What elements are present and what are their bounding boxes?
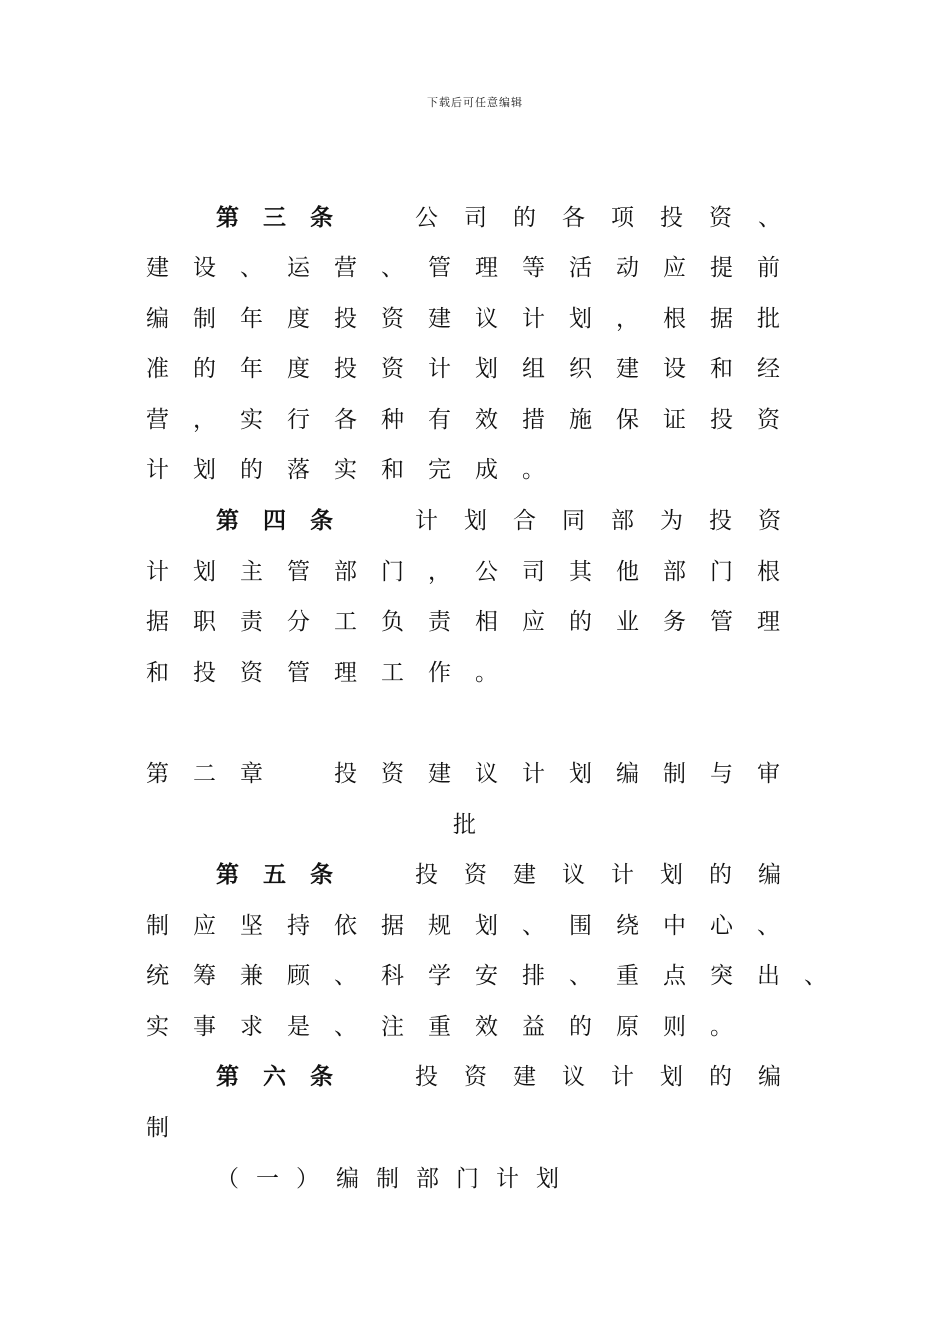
article-4-line-3: 据职责分工负责相应的业务管理 (146, 609, 804, 635)
article-6-line-2: 制 (146, 1115, 169, 1141)
article-4-line-1: 计划合同部为投资 (415, 508, 807, 534)
article-5-line-4: 实事求是、注重效益的原则。 (146, 1014, 757, 1040)
article-4-line (0, 555, 950, 589)
article-3-line (0, 453, 950, 487)
chapter-2-title-line-2: 批 (453, 812, 476, 838)
article-3-first-line (0, 201, 950, 235)
article-4-first-line (0, 504, 950, 538)
article-3-line (0, 251, 950, 285)
article-5-line (0, 909, 950, 943)
article-3-line (0, 302, 950, 336)
article-3-line-6: 计划的落实和完成。 (146, 457, 569, 483)
article-3-line (0, 352, 950, 386)
chapter-2-heading (0, 757, 950, 791)
article-3-line (0, 403, 950, 437)
subsection-1-heading (0, 1162, 950, 1196)
article-6-line (0, 1111, 950, 1145)
article-3-label: 第三条 (216, 204, 357, 231)
chapter-2-label: 第二章 (146, 761, 287, 787)
article-4-line-4: 和投资管理工作。 (146, 660, 522, 686)
article-4-line (0, 605, 950, 639)
article-3-line-4: 准的年度投资计划组织建设和经 (146, 356, 804, 382)
article-5-label: 第五条 (216, 861, 357, 888)
article-5-line (0, 1010, 950, 1044)
article-5-first-line (0, 858, 950, 892)
article-4-label: 第四条 (216, 507, 357, 534)
article-6-first-line (0, 1060, 950, 1094)
article-6-label: 第六条 (216, 1063, 357, 1090)
article-5-line-2: 制应坚持依据规划、围绕中心、 (146, 913, 804, 939)
article-5-line (0, 959, 950, 993)
page-header: 下载后可任意编辑 (427, 96, 523, 109)
chapter-2-heading-continued (0, 808, 950, 842)
article-4-line-2: 计划主管部门，公司其他部门根 (146, 559, 804, 585)
article-6-line-1: 投资建议计划的编 (415, 1064, 807, 1090)
article-3-line-1: 公司的各项投资、 (415, 205, 807, 231)
article-3-line-3: 编制年度投资建议计划，根据批 (146, 306, 804, 332)
article-3-line-5: 营，实行各种有效措施保证投资 (146, 407, 804, 433)
subsection-1-title: （一）编制部门计划 (216, 1166, 576, 1192)
article-3-line-2: 建设、运营、管理等活动应提前 (146, 255, 804, 281)
article-4-line (0, 656, 950, 690)
article-5-line-3: 统筹兼顾、科学安排、重点突出、 (146, 963, 851, 989)
chapter-2-title-line-1: 投资建议计划编制与审 (334, 761, 804, 787)
article-5-line-1: 投资建议计划的编 (415, 862, 807, 888)
